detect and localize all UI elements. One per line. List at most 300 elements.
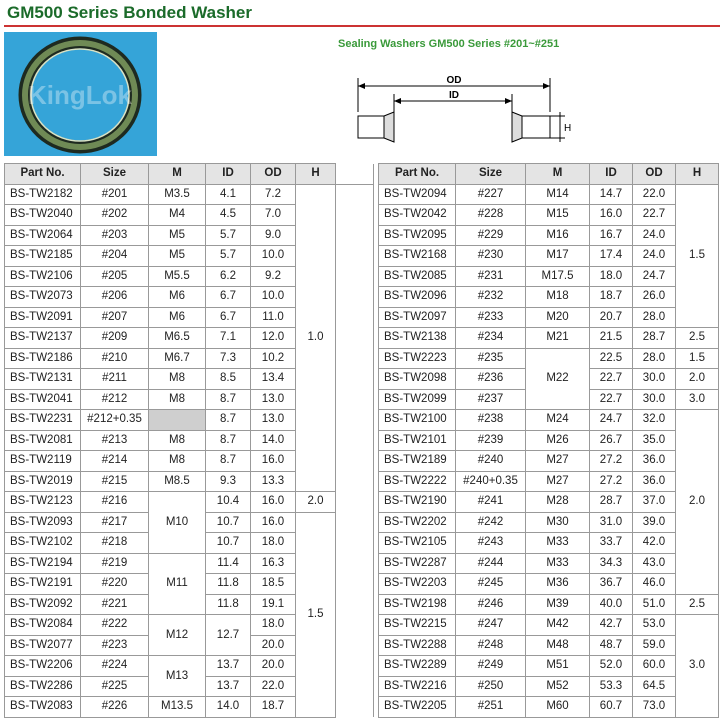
inner-diameter: 6.2 bbox=[206, 266, 251, 287]
inner-diameter: 26.7 bbox=[590, 430, 633, 451]
thread-m: M18 bbox=[526, 287, 590, 308]
column-header-h: H bbox=[676, 164, 719, 185]
size: #242 bbox=[456, 512, 526, 533]
blank-column bbox=[336, 184, 374, 717]
inner-diameter: 28.7 bbox=[590, 492, 633, 513]
size: #248 bbox=[456, 635, 526, 656]
size: #236 bbox=[456, 369, 526, 390]
height-h: 2.0 bbox=[296, 492, 336, 513]
inner-diameter: 52.0 bbox=[590, 656, 633, 677]
part-number: BS-TW2093 bbox=[5, 512, 81, 533]
part-number: BS-TW2198 bbox=[379, 594, 456, 615]
inner-diameter: 22.7 bbox=[590, 369, 633, 390]
part-number: BS-TW2231 bbox=[5, 410, 81, 431]
outer-diameter: 64.5 bbox=[633, 676, 676, 697]
size: #240 bbox=[456, 451, 526, 472]
table-row bbox=[379, 184, 719, 205]
thread-m: M33 bbox=[526, 553, 590, 574]
column-header-blank bbox=[336, 164, 374, 185]
inner-diameter: 14.7 bbox=[590, 184, 633, 205]
inner-diameter: 8.7 bbox=[206, 451, 251, 472]
table-row bbox=[379, 307, 719, 328]
table-row bbox=[379, 430, 719, 451]
part-number: BS-TW2081 bbox=[5, 430, 81, 451]
part-number: BS-TW2194 bbox=[5, 553, 81, 574]
thread-m: M36 bbox=[526, 574, 590, 595]
size: #251 bbox=[456, 697, 526, 718]
inner-diameter: 24.7 bbox=[590, 410, 633, 431]
size: #218 bbox=[81, 533, 149, 554]
part-number: BS-TW2096 bbox=[379, 287, 456, 308]
inner-diameter: 9.3 bbox=[206, 471, 251, 492]
table-row bbox=[379, 471, 719, 492]
outer-diameter: 28.7 bbox=[633, 328, 676, 349]
outer-diameter: 18.0 bbox=[251, 615, 296, 636]
inner-diameter: 8.5 bbox=[206, 369, 251, 390]
outer-diameter: 24.7 bbox=[633, 266, 676, 287]
thread-m: M24 bbox=[526, 410, 590, 431]
size: #235 bbox=[456, 348, 526, 369]
thread-m: M26 bbox=[526, 430, 590, 451]
inner-diameter: 8.7 bbox=[206, 389, 251, 410]
inner-diameter: 13.7 bbox=[206, 676, 251, 697]
thread-m: M27 bbox=[526, 451, 590, 472]
part-number: BS-TW2094 bbox=[379, 184, 456, 205]
inner-diameter: 18.7 bbox=[590, 287, 633, 308]
table-row bbox=[379, 594, 719, 615]
outer-diameter: 12.0 bbox=[251, 328, 296, 349]
column-header-m: M bbox=[526, 164, 590, 185]
column-header-od: OD bbox=[251, 164, 296, 185]
part-number: BS-TW2099 bbox=[379, 389, 456, 410]
thread-m: M15 bbox=[526, 205, 590, 226]
column-header-id: ID bbox=[590, 164, 633, 185]
table-row bbox=[379, 656, 719, 677]
inner-diameter: 60.7 bbox=[590, 697, 633, 718]
inner-diameter: 33.7 bbox=[590, 533, 633, 554]
column-header-size: Size bbox=[81, 164, 149, 185]
table-row bbox=[379, 533, 719, 554]
part-number: BS-TW2085 bbox=[379, 266, 456, 287]
column-header-id: ID bbox=[206, 164, 251, 185]
outer-diameter: 51.0 bbox=[633, 594, 676, 615]
thread-m: M20 bbox=[526, 307, 590, 328]
outer-diameter: 22.7 bbox=[633, 205, 676, 226]
outer-diameter: 39.0 bbox=[633, 512, 676, 533]
part-number: BS-TW2206 bbox=[5, 656, 81, 677]
part-number: BS-TW2105 bbox=[379, 533, 456, 554]
inner-diameter: 7.3 bbox=[206, 348, 251, 369]
part-number: BS-TW2101 bbox=[379, 430, 456, 451]
inner-diameter: 16.7 bbox=[590, 225, 633, 246]
size: #204 bbox=[81, 246, 149, 267]
height-h: 2.5 bbox=[676, 594, 719, 615]
thread-m: M11 bbox=[149, 553, 206, 615]
table-row bbox=[379, 635, 719, 656]
part-number: BS-TW2215 bbox=[379, 615, 456, 636]
table-row bbox=[379, 492, 719, 513]
outer-diameter: 18.5 bbox=[251, 574, 296, 595]
table-row bbox=[379, 676, 719, 697]
thread-m: M60 bbox=[526, 697, 590, 718]
inner-diameter: 31.0 bbox=[590, 512, 633, 533]
inner-diameter: 10.4 bbox=[206, 492, 251, 513]
part-number: BS-TW2040 bbox=[5, 205, 81, 226]
part-number: BS-TW2190 bbox=[379, 492, 456, 513]
column-header-part-no: Part No. bbox=[5, 164, 81, 185]
size: #211 bbox=[81, 369, 149, 390]
height-h: 1.5 bbox=[676, 184, 719, 328]
size: #225 bbox=[81, 676, 149, 697]
outer-diameter: 20.0 bbox=[251, 656, 296, 677]
size: #249 bbox=[456, 656, 526, 677]
part-number: BS-TW2216 bbox=[379, 676, 456, 697]
table-row bbox=[5, 184, 374, 205]
size: #238 bbox=[456, 410, 526, 431]
thread-m: M22 bbox=[526, 348, 590, 410]
part-number: BS-TW2189 bbox=[379, 451, 456, 472]
outer-diameter: 42.0 bbox=[633, 533, 676, 554]
table-row bbox=[379, 615, 719, 636]
outer-diameter: 20.0 bbox=[251, 635, 296, 656]
size: #215 bbox=[81, 471, 149, 492]
inner-diameter: 48.7 bbox=[590, 635, 633, 656]
part-number: BS-TW2119 bbox=[5, 451, 81, 472]
height-h: 1.5 bbox=[676, 348, 719, 369]
inner-diameter: 8.7 bbox=[206, 410, 251, 431]
size: #217 bbox=[81, 512, 149, 533]
outer-diameter: 16.3 bbox=[251, 553, 296, 574]
size: #243 bbox=[456, 533, 526, 554]
size: #229 bbox=[456, 225, 526, 246]
table-row bbox=[379, 225, 719, 246]
inner-diameter: 11.8 bbox=[206, 594, 251, 615]
height-h: 2.0 bbox=[676, 410, 719, 595]
size: #224 bbox=[81, 656, 149, 677]
size: #247 bbox=[456, 615, 526, 636]
size: #250 bbox=[456, 676, 526, 697]
size: #221 bbox=[81, 594, 149, 615]
title-divider bbox=[4, 25, 720, 27]
outer-diameter: 10.0 bbox=[251, 246, 296, 267]
thread-m: M6.7 bbox=[149, 348, 206, 369]
inner-diameter: 4.1 bbox=[206, 184, 251, 205]
part-number: BS-TW2091 bbox=[5, 307, 81, 328]
part-number: BS-TW2073 bbox=[5, 287, 81, 308]
height-h: 3.0 bbox=[676, 389, 719, 410]
size: #226 bbox=[81, 697, 149, 718]
part-number: BS-TW2287 bbox=[379, 553, 456, 574]
size: #230 bbox=[456, 246, 526, 267]
washer-photo bbox=[4, 32, 157, 156]
outer-diameter: 10.0 bbox=[251, 287, 296, 308]
outer-diameter: 13.4 bbox=[251, 369, 296, 390]
table-row bbox=[379, 328, 719, 349]
outer-diameter: 53.0 bbox=[633, 615, 676, 636]
thread-m: M33 bbox=[526, 533, 590, 554]
size: #210 bbox=[81, 348, 149, 369]
outer-diameter: 16.0 bbox=[251, 492, 296, 513]
size: #228 bbox=[456, 205, 526, 226]
inner-diameter: 27.2 bbox=[590, 471, 633, 492]
inner-diameter: 12.7 bbox=[206, 615, 251, 656]
inner-diameter: 5.7 bbox=[206, 225, 251, 246]
size: #223 bbox=[81, 635, 149, 656]
part-number: BS-TW2102 bbox=[5, 533, 81, 554]
inner-diameter: 8.7 bbox=[206, 430, 251, 451]
part-number: BS-TW2131 bbox=[5, 369, 81, 390]
thread-m: M21 bbox=[526, 328, 590, 349]
size: #239 bbox=[456, 430, 526, 451]
thread-m: M8.5 bbox=[149, 471, 206, 492]
outer-diameter: 13.0 bbox=[251, 410, 296, 431]
part-number: BS-TW2137 bbox=[5, 328, 81, 349]
part-number: BS-TW2168 bbox=[379, 246, 456, 267]
outer-diameter: 24.0 bbox=[633, 246, 676, 267]
thread-m: M13.5 bbox=[149, 697, 206, 718]
outer-diameter: 14.0 bbox=[251, 430, 296, 451]
thread-m: M8 bbox=[149, 389, 206, 410]
thread-m: M27 bbox=[526, 471, 590, 492]
spec-table-left bbox=[4, 163, 374, 718]
thread-m: M13 bbox=[149, 656, 206, 697]
inner-diameter: 14.0 bbox=[206, 697, 251, 718]
size: #245 bbox=[456, 574, 526, 595]
table-row bbox=[379, 266, 719, 287]
outer-diameter: 46.0 bbox=[633, 574, 676, 595]
thread-m: M8 bbox=[149, 369, 206, 390]
size: #231 bbox=[456, 266, 526, 287]
part-number: BS-TW2182 bbox=[5, 184, 81, 205]
size: #209 bbox=[81, 328, 149, 349]
inner-diameter: 42.7 bbox=[590, 615, 633, 636]
part-number: BS-TW2019 bbox=[5, 471, 81, 492]
thread-m: M8 bbox=[149, 430, 206, 451]
table-row bbox=[379, 287, 719, 308]
outer-diameter: 37.0 bbox=[633, 492, 676, 513]
outer-diameter: 13.3 bbox=[251, 471, 296, 492]
part-number: BS-TW2123 bbox=[5, 492, 81, 513]
outer-diameter: 7.2 bbox=[251, 184, 296, 205]
inner-diameter: 53.3 bbox=[590, 676, 633, 697]
thread-m: M12 bbox=[149, 615, 206, 656]
spec-table-right bbox=[378, 163, 719, 718]
outer-diameter: 24.0 bbox=[633, 225, 676, 246]
thread-m: M5.5 bbox=[149, 266, 206, 287]
thread-m: M10 bbox=[149, 492, 206, 554]
size: #207 bbox=[81, 307, 149, 328]
outer-diameter: 7.0 bbox=[251, 205, 296, 226]
thread-m: M17.5 bbox=[526, 266, 590, 287]
size: #203 bbox=[81, 225, 149, 246]
thread-m: M52 bbox=[526, 676, 590, 697]
size: #237 bbox=[456, 389, 526, 410]
inner-diameter: 10.7 bbox=[206, 512, 251, 533]
thread-m: M4 bbox=[149, 205, 206, 226]
inner-diameter: 5.7 bbox=[206, 246, 251, 267]
part-number: BS-TW2222 bbox=[379, 471, 456, 492]
part-number: BS-TW2186 bbox=[5, 348, 81, 369]
table-row bbox=[379, 512, 719, 533]
part-number: BS-TW2083 bbox=[5, 697, 81, 718]
size: #246 bbox=[456, 594, 526, 615]
column-header-m: M bbox=[149, 164, 206, 185]
part-number: BS-TW2077 bbox=[5, 635, 81, 656]
outer-diameter: 36.0 bbox=[633, 451, 676, 472]
thread-m: M6 bbox=[149, 287, 206, 308]
outer-diameter: 22.0 bbox=[251, 676, 296, 697]
inner-diameter: 13.7 bbox=[206, 656, 251, 677]
size: #241 bbox=[456, 492, 526, 513]
watermark-text: KingLok bbox=[28, 80, 132, 110]
part-number: BS-TW2288 bbox=[379, 635, 456, 656]
outer-diameter: 9.0 bbox=[251, 225, 296, 246]
outer-diameter: 18.7 bbox=[251, 697, 296, 718]
height-h: 1.5 bbox=[296, 512, 336, 717]
size: #232 bbox=[456, 287, 526, 308]
outer-diameter: 18.0 bbox=[251, 533, 296, 554]
inner-diameter: 6.7 bbox=[206, 307, 251, 328]
size: #219 bbox=[81, 553, 149, 574]
washer-dimension-drawing bbox=[350, 72, 580, 157]
inner-diameter: 22.5 bbox=[590, 348, 633, 369]
size: #222 bbox=[81, 615, 149, 636]
part-number: BS-TW2289 bbox=[379, 656, 456, 677]
thread-m: M42 bbox=[526, 615, 590, 636]
part-number: BS-TW2092 bbox=[5, 594, 81, 615]
outer-diameter: 26.0 bbox=[633, 287, 676, 308]
part-number: BS-TW2191 bbox=[5, 574, 81, 595]
table-row bbox=[379, 246, 719, 267]
column-header-od: OD bbox=[633, 164, 676, 185]
part-number: BS-TW2100 bbox=[379, 410, 456, 431]
thread-m: M51 bbox=[526, 656, 590, 677]
inner-diameter: 17.4 bbox=[590, 246, 633, 267]
thread-m: M14 bbox=[526, 184, 590, 205]
size: #212+0.35 bbox=[81, 410, 149, 431]
table-row bbox=[379, 348, 719, 369]
inner-diameter: 4.5 bbox=[206, 205, 251, 226]
column-header-size: Size bbox=[456, 164, 526, 185]
inner-diameter: 11.8 bbox=[206, 574, 251, 595]
table-row bbox=[379, 451, 719, 472]
table-row bbox=[5, 492, 374, 513]
size: #216 bbox=[81, 492, 149, 513]
part-number: BS-TW2106 bbox=[5, 266, 81, 287]
inner-diameter: 20.7 bbox=[590, 307, 633, 328]
inner-diameter: 7.1 bbox=[206, 328, 251, 349]
od-label: OD bbox=[446, 75, 462, 86]
part-number: BS-TW2042 bbox=[379, 205, 456, 226]
outer-diameter: 16.0 bbox=[251, 451, 296, 472]
inner-diameter: 36.7 bbox=[590, 574, 633, 595]
size: #234 bbox=[456, 328, 526, 349]
outer-diameter: 22.0 bbox=[633, 184, 676, 205]
outer-diameter: 13.0 bbox=[251, 389, 296, 410]
outer-diameter: 9.2 bbox=[251, 266, 296, 287]
size: #213 bbox=[81, 430, 149, 451]
part-number: BS-TW2084 bbox=[5, 615, 81, 636]
outer-diameter: 11.0 bbox=[251, 307, 296, 328]
inner-diameter: 16.0 bbox=[590, 205, 633, 226]
part-number: BS-TW2098 bbox=[379, 369, 456, 390]
thread-m: M28 bbox=[526, 492, 590, 513]
part-number: BS-TW2138 bbox=[379, 328, 456, 349]
inner-diameter: 34.3 bbox=[590, 553, 633, 574]
inner-diameter: 21.5 bbox=[590, 328, 633, 349]
inner-diameter: 27.2 bbox=[590, 451, 633, 472]
inner-diameter: 6.7 bbox=[206, 287, 251, 308]
thread-m: M5 bbox=[149, 225, 206, 246]
table-row bbox=[379, 205, 719, 226]
outer-diameter: 10.2 bbox=[251, 348, 296, 369]
table-row bbox=[379, 553, 719, 574]
inner-diameter: 40.0 bbox=[590, 594, 633, 615]
outer-diameter: 28.0 bbox=[633, 307, 676, 328]
part-number: BS-TW2041 bbox=[5, 389, 81, 410]
page-title: GM500 Series Bonded Washer bbox=[7, 3, 253, 22]
part-number: BS-TW2202 bbox=[379, 512, 456, 533]
h-label: H bbox=[564, 123, 572, 134]
height-h: 1.0 bbox=[296, 184, 336, 492]
outer-diameter: 28.0 bbox=[633, 348, 676, 369]
table-row bbox=[379, 697, 719, 718]
thread-m: M5 bbox=[149, 246, 206, 267]
outer-diameter: 19.1 bbox=[251, 594, 296, 615]
size: #244 bbox=[456, 553, 526, 574]
size: #202 bbox=[81, 205, 149, 226]
part-number: BS-TW2203 bbox=[379, 574, 456, 595]
outer-diameter: 16.0 bbox=[251, 512, 296, 533]
size: #205 bbox=[81, 266, 149, 287]
inner-diameter: 22.7 bbox=[590, 389, 633, 410]
column-header-part-no: Part No. bbox=[379, 164, 456, 185]
outer-diameter: 59.0 bbox=[633, 635, 676, 656]
thread-m bbox=[149, 410, 206, 431]
thread-m: M6 bbox=[149, 307, 206, 328]
outer-diameter: 43.0 bbox=[633, 553, 676, 574]
size: #201 bbox=[81, 184, 149, 205]
thread-m: M16 bbox=[526, 225, 590, 246]
outer-diameter: 30.0 bbox=[633, 389, 676, 410]
thread-m: M6.5 bbox=[149, 328, 206, 349]
size: #214 bbox=[81, 451, 149, 472]
height-h: 2.0 bbox=[676, 369, 719, 390]
outer-diameter: 35.0 bbox=[633, 430, 676, 451]
size: #212 bbox=[81, 389, 149, 410]
table-row bbox=[379, 574, 719, 595]
part-number: BS-TW2095 bbox=[379, 225, 456, 246]
size: #240+0.35 bbox=[456, 471, 526, 492]
part-number: BS-TW2064 bbox=[5, 225, 81, 246]
part-number: BS-TW2286 bbox=[5, 676, 81, 697]
outer-diameter: 30.0 bbox=[633, 369, 676, 390]
inner-diameter: 10.7 bbox=[206, 533, 251, 554]
thread-m: M8 bbox=[149, 451, 206, 472]
height-h: 3.0 bbox=[676, 615, 719, 718]
thread-m: M30 bbox=[526, 512, 590, 533]
height-h: 2.5 bbox=[676, 328, 719, 349]
part-number: BS-TW2185 bbox=[5, 246, 81, 267]
size: #227 bbox=[456, 184, 526, 205]
outer-diameter: 36.0 bbox=[633, 471, 676, 492]
thread-m: M39 bbox=[526, 594, 590, 615]
subtitle: Sealing Washers GM500 Series #201~#251 bbox=[338, 38, 560, 50]
size: #220 bbox=[81, 574, 149, 595]
table-row bbox=[379, 410, 719, 431]
outer-diameter: 32.0 bbox=[633, 410, 676, 431]
inner-diameter: 11.4 bbox=[206, 553, 251, 574]
